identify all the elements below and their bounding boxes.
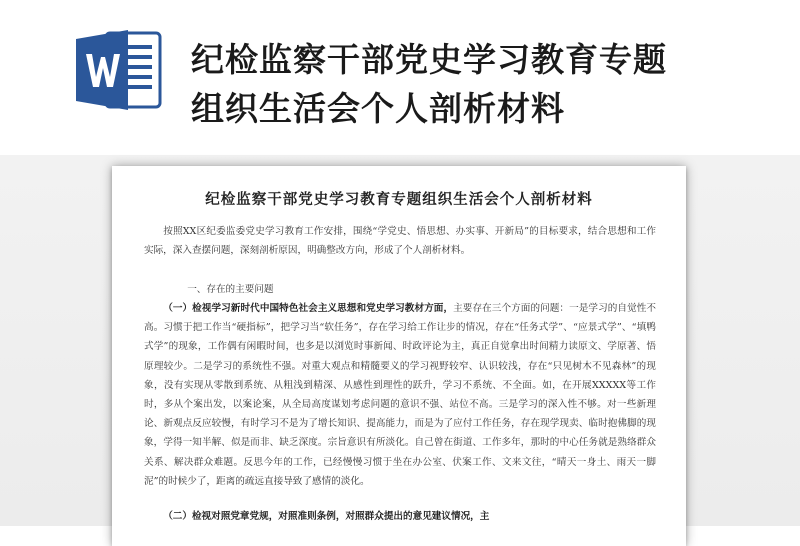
document-page [112,166,686,546]
paragraph-1-body: 主要存在三个方面的问题：一是学习的自觉性不高。习惯于把工作当“硬指标”，把学习当“软任务”，存在学习给工作让步的情况，存在“任务式学”、“应景式学”、“填鸭式学”的现象，工作偶有闲暇时间，也多是以浏览时事新闻、时政评论为主，真正自觉拿出时间精力读原文、学原著、悟原理较少。二是学习的系统性不强。对重大观点和精髓要义的学习视野较窄、认识较浅，存在“只见树木不见森林”的现象，没有实现从零散到系统、从粗浅到精深、从感性到理性的跃升，学习不系统、不全面。如，在开展XXXXX等工作时，多从个案出发，以案论案，从全局高度谋划考虑问题的意识不强、站位不高。三是学习的深入性不够。对一些新理论、新观点反应较慢，有时学习不是为了增长知识、提高能力，而是为了应付工作任务，存在现学现卖、临时抱佛脚的现象，学得一知半解、似是而非、缺乏深度。宗旨意识有所淡化。自己曾在街道、工作多年，那时的中心任务就是熟络群众关系、解决群众难题。反思今年的工作，已经慢慢习惯于坐在办公室、伏案工作、文来文往，“晴天一身土、雨天一脚泥”的时候少了，距离的疏远直接导致了感情的淡化。 [144,303,657,487]
document-title: 纪检监察干部党史学习教育专题组织生活会个人剖析材料 [205,191,593,208]
header [0,0,800,155]
paragraph-2 [144,507,656,526]
page-title-line-2: 组织生活会个人剖析材料 [191,89,565,128]
section1-heading: 一、存在的主要问题 [187,284,274,295]
section-heading [144,280,656,299]
paragraph-1-lead: （一）检视学习新时代中国特色社会主义思想和党史学习教材方面， [163,303,454,314]
intro-text: 按照XX区纪委监委党史学习教育工作安排，围绕“学党史、悟思想、办实事、开新局”的目标要求，结合思想和工作实际，深入查摆问题，深刻剖析原因，明确整改方向，形成了个人剖析材料。 [144,226,656,257]
page-title-line-1: 纪检监察干部党史学习教育专题 [191,40,667,79]
intro-paragraph [144,222,656,260]
word-document-icon [76,27,164,113]
paragraph-2-lead: （二）检视对照党章党规，对照准则条例，对照群众提出的意见建议情况，主 [163,511,490,522]
paragraph-1 [144,299,656,491]
